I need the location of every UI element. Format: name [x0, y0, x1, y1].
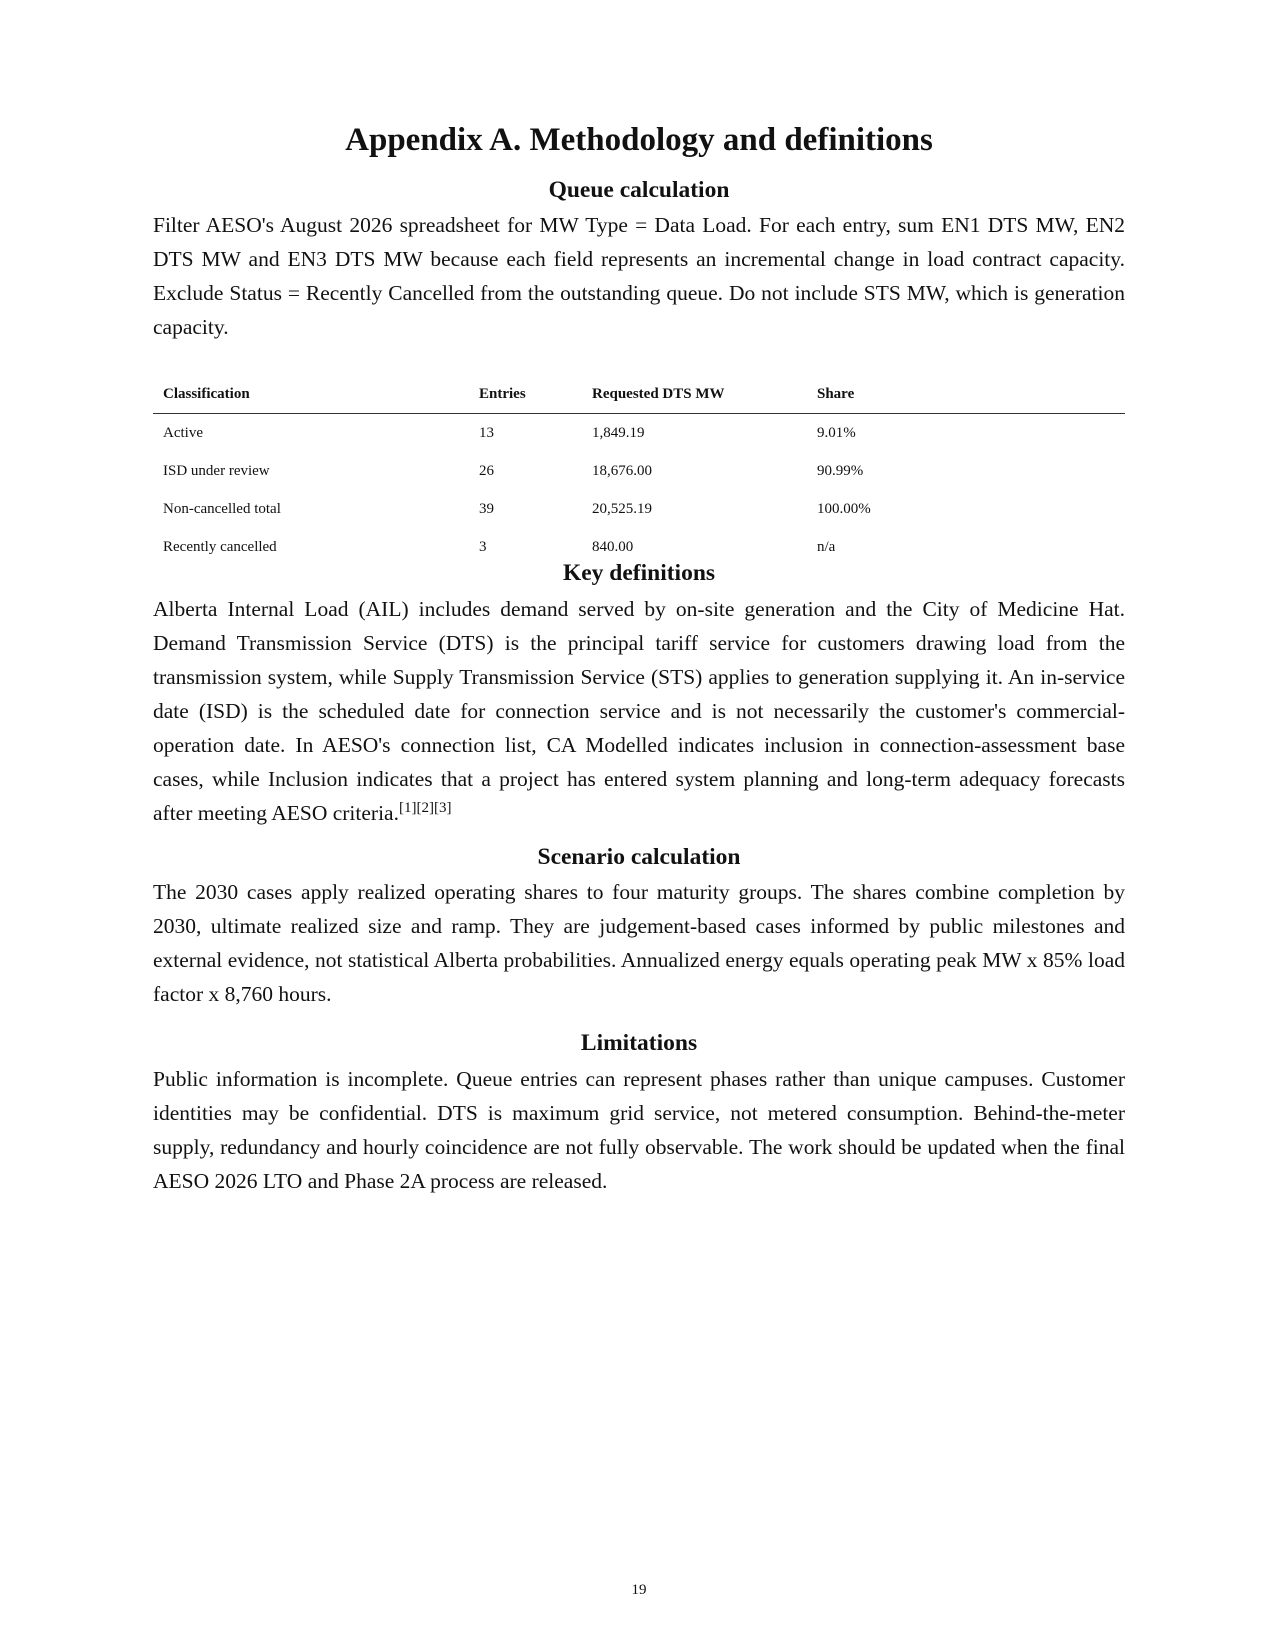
table-cell-share: 100.00% [817, 500, 871, 517]
column-header-requested-dts-mw: Requested DTS MW [582, 375, 807, 414]
table-row [153, 452, 1125, 490]
table-cell-entries: 13 [479, 424, 494, 441]
table-cell-entries: 26 [479, 462, 494, 479]
key-definitions-paragraph [153, 592, 1125, 830]
table-row [153, 414, 1125, 453]
table-cell-entries: 3 [479, 538, 487, 555]
table-cell-share: 9.01% [817, 424, 856, 441]
column-header-entries: Entries [469, 375, 582, 414]
table-cell-classification: ISD under review [163, 462, 270, 479]
column-header-classification: Classification [153, 375, 469, 414]
scenario-calculation-heading: Scenario calculation [537, 844, 741, 870]
table-cell-requested-dts-mw: 840.00 [592, 538, 634, 555]
table-cell-classification: Non-cancelled total [163, 500, 281, 517]
table-cell-classification: Active [163, 424, 203, 441]
table-cell-entries: 39 [479, 500, 494, 517]
scenario-calculation-paragraph: The 2030 cases apply realized operating shares to four maturity groups. The shares combine completion by 2030, ultimate realized size and ramp. They are judgement-based cases informed by public milestones and external evidence, not statistical Alberta probabilities. Annualized energy equals operating peak MW x 85% load factor x 8,760 hours. [153, 880, 1125, 1006]
page-title: Appendix A. Methodology and definitions [345, 122, 933, 158]
queue-calculation-heading: Queue calculation [548, 177, 730, 203]
table-cell-requested-dts-mw: 18,676.00 [592, 462, 652, 479]
limitations-paragraph: Public information is incomplete. Queue entries can represent phases rather than unique campuses. Customer identities may be confidential. DTS is maximum grid service, not metered consumption. Behind-the-meter supply, redundancy and hourly coincidence are not fully observable. The work should be updated when the final AESO 2026 LTO and Phase 2A process are released. [153, 1067, 1125, 1193]
queue-table [153, 375, 1125, 566]
key-definitions-heading: Key definitions [562, 560, 716, 586]
key-definitions-text: Alberta Internal Load (AIL) includes demand served by on-site generation and the City of Medicine Hat. Demand Transmission Service (DTS) is the principal tariff service for customers drawing load from the transmission system, while Supply Transmission Service (STS) applies to generation supplying it. An in-service date (ISD) is the scheduled date for connection service and is not necessarily the customer's commercial-operation date. In AESO's connection list, CA Modelled indicates inclusion in connection-assessment base cases, while Inclusion indicates that a project has entered system planning and long-term adequacy forecasts after meeting AESO criteria. [153, 597, 1125, 825]
table-header-row [153, 375, 1125, 414]
reference-markers: [1][2][3] [398, 800, 452, 816]
queue-calculation-paragraph: Filter AESO's August 2026 spreadsheet for MW Type = Data Load. For each entry, sum EN1 DTS MW, EN2 DTS MW and EN3 DTS MW because each field represents an incremental change in load contract capacity. Exclude Status = Recently Cancelled from the outstanding queue. Do not include STS MW, which is generation capacity. [153, 213, 1125, 339]
column-header-share: Share [807, 375, 1125, 414]
table-cell-requested-dts-mw: 20,525.19 [592, 500, 652, 517]
table-row [153, 490, 1125, 528]
table-cell-requested-dts-mw: 1,849.19 [592, 424, 645, 441]
page-number: 19 [631, 1582, 647, 1598]
limitations-heading: Limitations [580, 1030, 698, 1056]
table-cell-classification: Recently cancelled [163, 538, 277, 555]
table-cell-share: n/a [817, 538, 836, 555]
table-cell-share: 90.99% [817, 462, 864, 479]
